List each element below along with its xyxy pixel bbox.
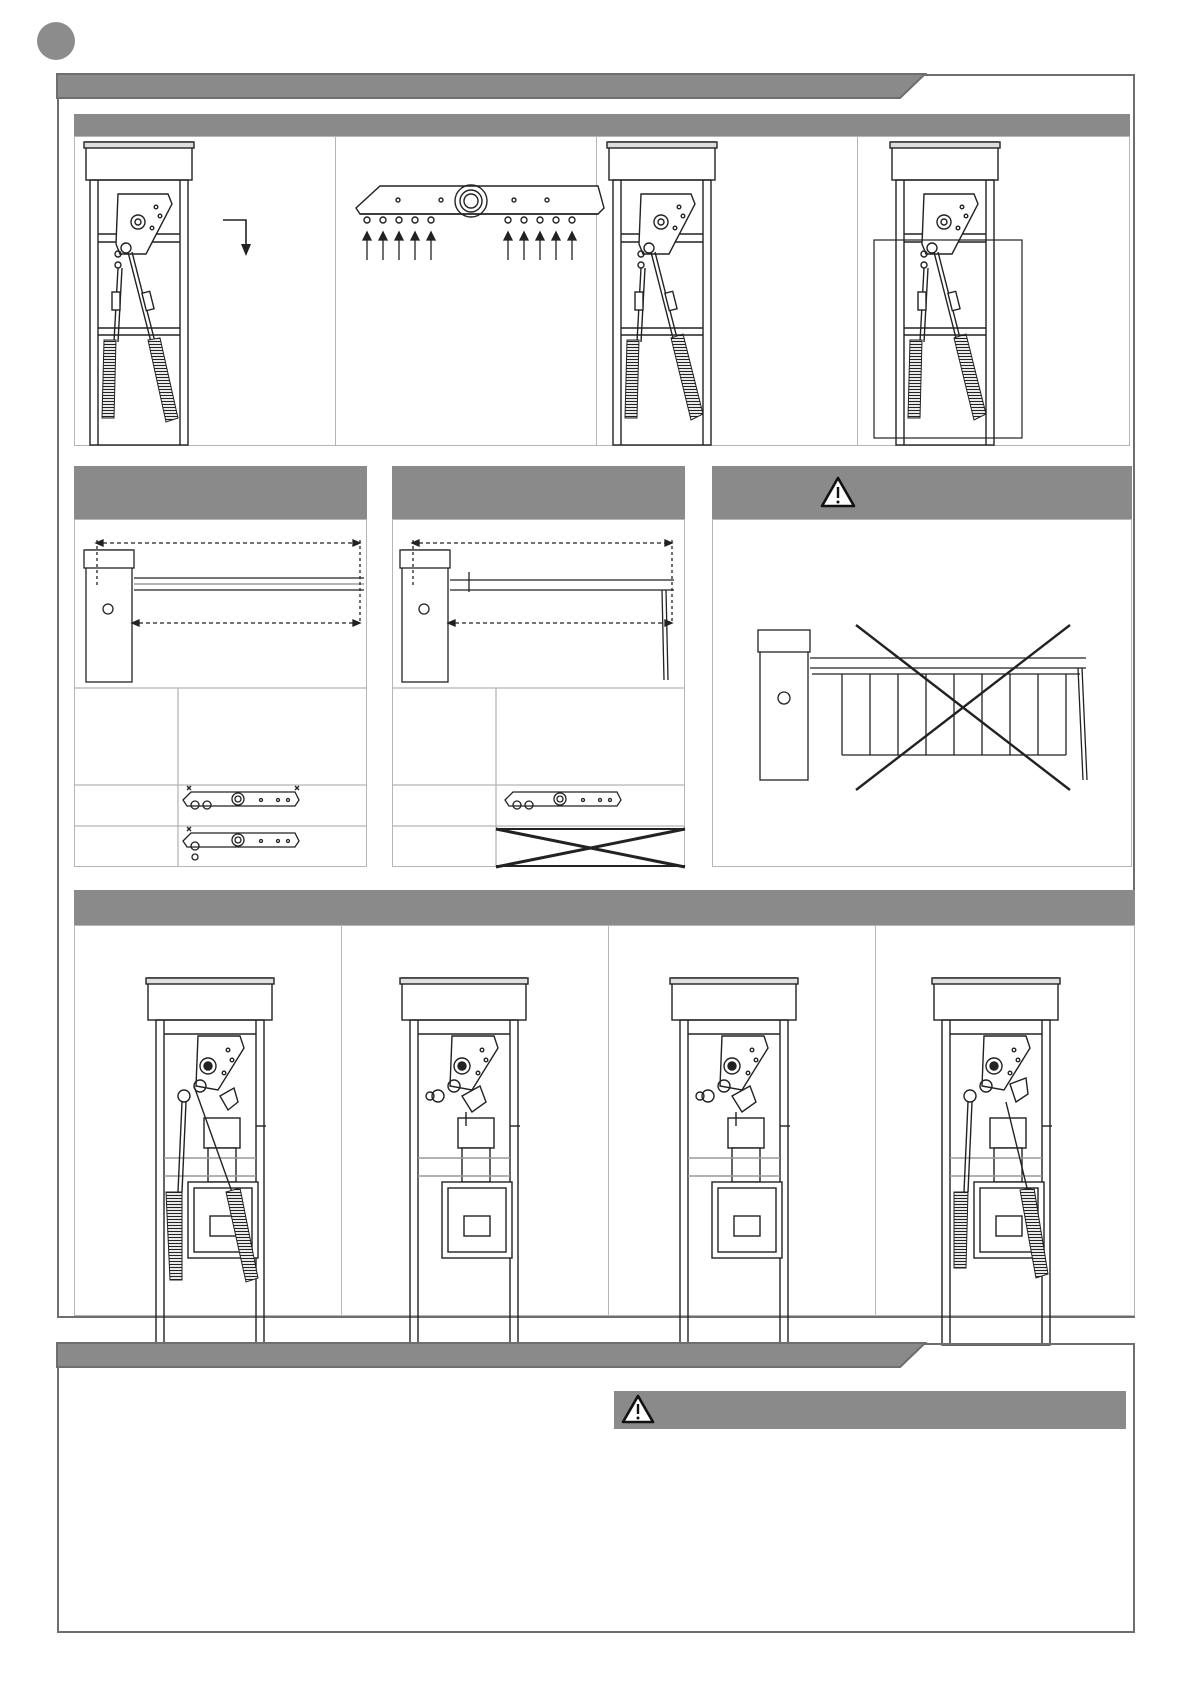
- warning-triangle-icon: [623, 1396, 653, 1422]
